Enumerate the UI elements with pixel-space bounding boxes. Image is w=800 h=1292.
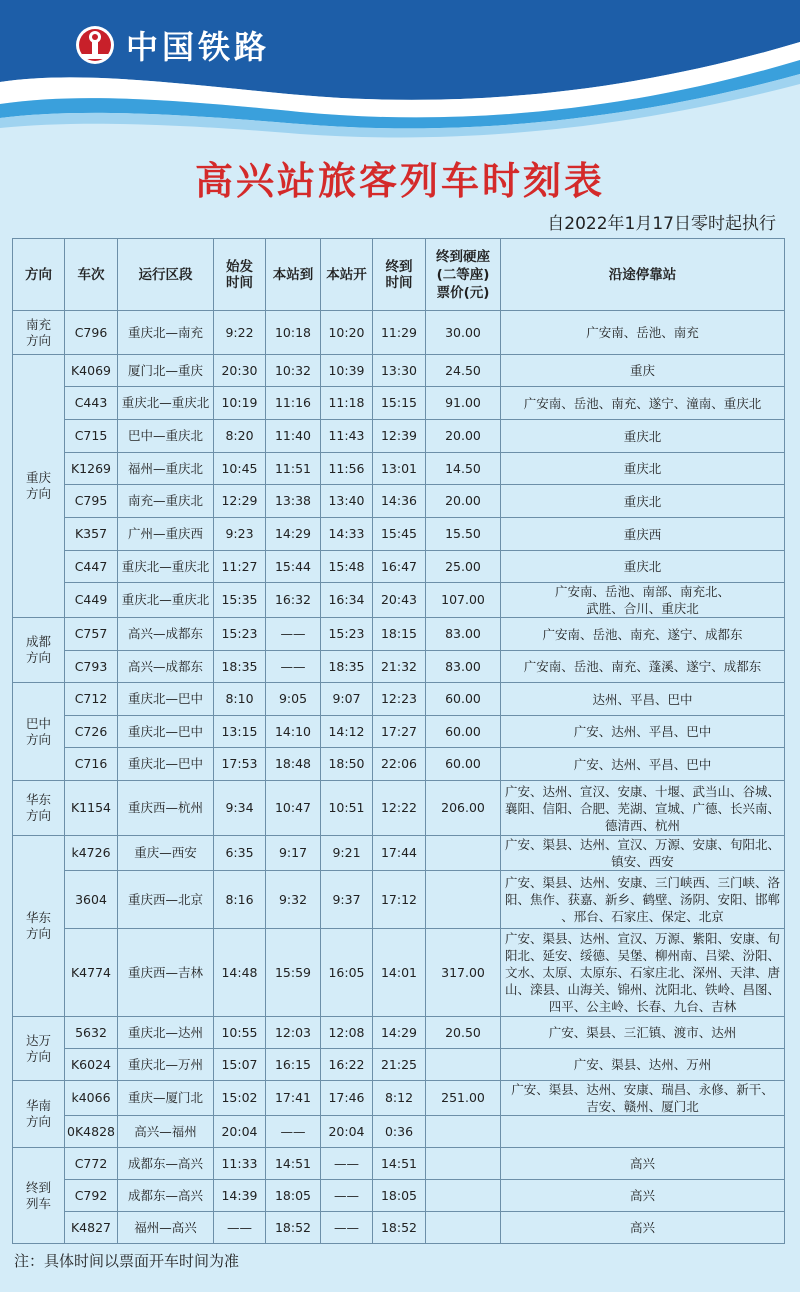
run-section-cell: 高兴—福州 xyxy=(118,1116,214,1148)
depart-time-cell: 10:51 xyxy=(321,781,373,836)
depart-time-cell: 11:18 xyxy=(321,387,373,420)
col-origin-depart: 始发 时间 xyxy=(214,239,266,311)
arrive-time-cell: 15:59 xyxy=(266,929,321,1017)
origin-depart-time-cell: 15:02 xyxy=(214,1081,266,1116)
arrive-time-cell: 15:44 xyxy=(266,551,321,583)
depart-time-cell: 10:39 xyxy=(321,355,373,387)
arrive-time-cell: 11:16 xyxy=(266,387,321,420)
col-final-arrive: 终到 时间 xyxy=(373,239,426,311)
stops-cell: 重庆北 xyxy=(501,551,785,583)
table-row xyxy=(13,1049,785,1081)
run-section-cell: 福州—重庆北 xyxy=(118,453,214,485)
table-row xyxy=(13,683,785,716)
stops-cell: 广安南、岳池、南充 xyxy=(501,311,785,355)
table-row xyxy=(13,420,785,453)
origin-depart-time-cell: 8:20 xyxy=(214,420,266,453)
depart-time-cell: 11:43 xyxy=(321,420,373,453)
col-stops: 沿途停靠站 xyxy=(501,239,785,311)
run-section-cell: 重庆—厦门北 xyxy=(118,1081,214,1116)
table-row xyxy=(13,871,785,929)
final-arrive-time-cell: 12:23 xyxy=(373,683,426,716)
fare-cell xyxy=(426,1180,501,1212)
origin-depart-time-cell: 9:34 xyxy=(214,781,266,836)
stops-cell: 高兴 xyxy=(501,1148,785,1180)
fare-cell: 24.50 xyxy=(426,355,501,387)
origin-depart-time-cell: 10:45 xyxy=(214,453,266,485)
run-section-cell: 重庆北—重庆北 xyxy=(118,583,214,618)
fare-cell: 30.00 xyxy=(426,311,501,355)
train-number-cell: K4827 xyxy=(65,1212,118,1244)
depart-time-cell: 20:04 xyxy=(321,1116,373,1148)
origin-depart-time-cell: 11:27 xyxy=(214,551,266,583)
table-row xyxy=(13,311,785,355)
direction-cell: 终到 列车 xyxy=(13,1148,65,1244)
stops-cell: 重庆 xyxy=(501,355,785,387)
col-section: 运行区段 xyxy=(118,239,214,311)
final-arrive-time-cell: 22:06 xyxy=(373,748,426,781)
run-section-cell: 重庆西—吉林 xyxy=(118,929,214,1017)
train-number-cell: C443 xyxy=(65,387,118,420)
arrive-time-cell: 9:05 xyxy=(266,683,321,716)
train-number-cell: k4726 xyxy=(65,836,118,871)
run-section-cell: 重庆北—重庆北 xyxy=(118,551,214,583)
train-number-cell: C772 xyxy=(65,1148,118,1180)
stops-cell: 广安、达州、平昌、巴中 xyxy=(501,748,785,781)
depart-time-cell: 16:22 xyxy=(321,1049,373,1081)
final-arrive-time-cell: 13:30 xyxy=(373,355,426,387)
final-arrive-time-cell: 8:12 xyxy=(373,1081,426,1116)
train-number-cell: K1154 xyxy=(65,781,118,836)
stops-cell: 重庆北 xyxy=(501,453,785,485)
train-number-cell: C716 xyxy=(65,748,118,781)
table-row xyxy=(13,485,785,518)
table-row xyxy=(13,929,785,1017)
table-row xyxy=(13,618,785,651)
train-number-cell: C715 xyxy=(65,420,118,453)
fare-cell xyxy=(426,1116,501,1148)
table-row xyxy=(13,836,785,871)
final-arrive-time-cell: 12:22 xyxy=(373,781,426,836)
run-section-cell: 厦门北—重庆 xyxy=(118,355,214,387)
fare-cell: 60.00 xyxy=(426,683,501,716)
stops-cell: 高兴 xyxy=(501,1180,785,1212)
direction-cell: 成都 方向 xyxy=(13,618,65,683)
arrive-time-cell: 14:29 xyxy=(266,518,321,551)
origin-depart-time-cell: 6:35 xyxy=(214,836,266,871)
direction-cell: 达万 方向 xyxy=(13,1017,65,1081)
table-row xyxy=(13,781,785,836)
origin-depart-time-cell: 15:23 xyxy=(214,618,266,651)
fare-cell: 20.00 xyxy=(426,420,501,453)
run-section-cell: 成都东—高兴 xyxy=(118,1148,214,1180)
arrive-time-cell: 10:18 xyxy=(266,311,321,355)
origin-depart-time-cell: 20:30 xyxy=(214,355,266,387)
fare-cell: 15.50 xyxy=(426,518,501,551)
train-number-cell: C795 xyxy=(65,485,118,518)
train-number-cell: C447 xyxy=(65,551,118,583)
fare-cell: 20.50 xyxy=(426,1017,501,1049)
railway-emblem-icon xyxy=(74,24,116,66)
run-section-cell: 重庆北—万州 xyxy=(118,1049,214,1081)
origin-depart-time-cell: —— xyxy=(214,1212,266,1244)
table-header-row xyxy=(13,239,785,311)
final-arrive-time-cell: 11:29 xyxy=(373,311,426,355)
china-railway-logo xyxy=(74,22,270,68)
arrive-time-cell: 9:32 xyxy=(266,871,321,929)
table-row xyxy=(13,453,785,485)
stops-cell: 重庆西 xyxy=(501,518,785,551)
train-number-cell: C796 xyxy=(65,311,118,355)
depart-time-cell: 9:07 xyxy=(321,683,373,716)
final-arrive-time-cell: 18:15 xyxy=(373,618,426,651)
train-number-cell: C757 xyxy=(65,618,118,651)
fare-cell: 206.00 xyxy=(426,781,501,836)
run-section-cell: 高兴—成都东 xyxy=(118,651,214,683)
stops-cell: 广安南、岳池、南部、南充北、 武胜、合川、重庆北 xyxy=(501,583,785,618)
run-section-cell: 重庆北—南充 xyxy=(118,311,214,355)
fare-cell: 25.00 xyxy=(426,551,501,583)
arrive-time-cell: 11:40 xyxy=(266,420,321,453)
stops-cell: 达州、平昌、巴中 xyxy=(501,683,785,716)
col-fare: 终到硬座 (二等座) 票价(元) xyxy=(426,239,501,311)
final-arrive-time-cell: 20:43 xyxy=(373,583,426,618)
run-section-cell: 重庆北—巴中 xyxy=(118,683,214,716)
fare-cell: 107.00 xyxy=(426,583,501,618)
train-number-cell: k4066 xyxy=(65,1081,118,1116)
final-arrive-time-cell: 14:36 xyxy=(373,485,426,518)
run-section-cell: 重庆—西安 xyxy=(118,836,214,871)
origin-depart-time-cell: 12:29 xyxy=(214,485,266,518)
depart-time-cell: 9:37 xyxy=(321,871,373,929)
depart-time-cell: 18:50 xyxy=(321,748,373,781)
train-number-cell: C449 xyxy=(65,583,118,618)
origin-depart-time-cell: 14:39 xyxy=(214,1180,266,1212)
arrive-time-cell: 13:38 xyxy=(266,485,321,518)
final-arrive-time-cell: 16:47 xyxy=(373,551,426,583)
train-number-cell: K6024 xyxy=(65,1049,118,1081)
arrive-time-cell: 10:47 xyxy=(266,781,321,836)
table-row xyxy=(13,1212,785,1244)
arrive-time-cell: 10:32 xyxy=(266,355,321,387)
final-arrive-time-cell: 0:36 xyxy=(373,1116,426,1148)
table-row xyxy=(13,387,785,420)
direction-cell: 华东 方向 xyxy=(13,781,65,836)
table-row xyxy=(13,551,785,583)
origin-depart-time-cell: 9:23 xyxy=(214,518,266,551)
final-arrive-time-cell: 13:01 xyxy=(373,453,426,485)
stops-cell: 广安南、岳池、南充、遂宁、成都东 xyxy=(501,618,785,651)
fare-cell xyxy=(426,836,501,871)
col-train: 车次 xyxy=(65,239,118,311)
arrive-time-cell: 18:48 xyxy=(266,748,321,781)
final-arrive-time-cell: 14:01 xyxy=(373,929,426,1017)
col-direction: 方向 xyxy=(13,239,65,311)
origin-depart-time-cell: 20:04 xyxy=(214,1116,266,1148)
arrive-time-cell: 14:10 xyxy=(266,716,321,748)
brand-name: 中国铁路 xyxy=(126,28,271,66)
final-arrive-time-cell: 15:45 xyxy=(373,518,426,551)
stops-cell: 广安、渠县、达州、万州 xyxy=(501,1049,785,1081)
train-number-cell: C712 xyxy=(65,683,118,716)
depart-time-cell: 17:46 xyxy=(321,1081,373,1116)
origin-depart-time-cell: 15:07 xyxy=(214,1049,266,1081)
run-section-cell: 南充—重庆北 xyxy=(118,485,214,518)
depart-time-cell: 16:34 xyxy=(321,583,373,618)
final-arrive-time-cell: 17:44 xyxy=(373,836,426,871)
col-depart-here: 本站开 xyxy=(321,239,373,311)
final-arrive-time-cell: 18:52 xyxy=(373,1212,426,1244)
final-arrive-time-cell: 15:15 xyxy=(373,387,426,420)
stops-cell: 广安、渠县、达州、宣汉、万源、安康、旬阳北、 镇安、西安 xyxy=(501,836,785,871)
direction-cell: 巴中 方向 xyxy=(13,683,65,781)
fare-cell: 60.00 xyxy=(426,748,501,781)
depart-time-cell: 13:40 xyxy=(321,485,373,518)
fare-cell: 20.00 xyxy=(426,485,501,518)
final-arrive-time-cell: 14:51 xyxy=(373,1148,426,1180)
arrive-time-cell: 18:05 xyxy=(266,1180,321,1212)
fare-cell: 83.00 xyxy=(426,618,501,651)
page-title: 高兴站旅客列车时刻表 xyxy=(194,158,605,203)
train-number-cell: K4774 xyxy=(65,929,118,1017)
table-row xyxy=(13,1081,785,1116)
fare-cell xyxy=(426,1049,501,1081)
depart-time-cell: —— xyxy=(321,1180,373,1212)
train-number-cell: 0K4828 xyxy=(65,1116,118,1148)
run-section-cell: 重庆西—杭州 xyxy=(118,781,214,836)
fare-cell xyxy=(426,1148,501,1180)
depart-time-cell: 14:12 xyxy=(321,716,373,748)
table-row xyxy=(13,1180,785,1212)
depart-time-cell: —— xyxy=(321,1212,373,1244)
table-row xyxy=(13,518,785,551)
fare-cell: 91.00 xyxy=(426,387,501,420)
origin-depart-time-cell: 15:35 xyxy=(214,583,266,618)
depart-time-cell: 9:21 xyxy=(321,836,373,871)
run-section-cell: 重庆北—达州 xyxy=(118,1017,214,1049)
final-arrive-time-cell: 17:27 xyxy=(373,716,426,748)
final-arrive-time-cell: 14:29 xyxy=(373,1017,426,1049)
stops-cell xyxy=(501,1116,785,1148)
run-section-cell: 成都东—高兴 xyxy=(118,1180,214,1212)
origin-depart-time-cell: 17:53 xyxy=(214,748,266,781)
arrive-time-cell: —— xyxy=(266,1116,321,1148)
run-section-cell: 重庆北—重庆北 xyxy=(118,387,214,420)
run-section-cell: 福州—高兴 xyxy=(118,1212,214,1244)
origin-depart-time-cell: 18:35 xyxy=(214,651,266,683)
fare-cell: 14.50 xyxy=(426,453,501,485)
origin-depart-time-cell: 8:16 xyxy=(214,871,266,929)
fare-cell: 60.00 xyxy=(426,716,501,748)
origin-depart-time-cell: 10:19 xyxy=(214,387,266,420)
stops-cell: 广安、达州、宣汉、安康、十堰、武当山、谷城、 襄阳、信阳、合肥、芜湖、宣城、广德、长兴南、 德清西、杭州 xyxy=(501,781,785,836)
depart-time-cell: 10:20 xyxy=(321,311,373,355)
stops-cell: 广安南、岳池、南充、遂宁、潼南、重庆北 xyxy=(501,387,785,420)
final-arrive-time-cell: 18:05 xyxy=(373,1180,426,1212)
table-row xyxy=(13,1148,785,1180)
origin-depart-time-cell: 10:55 xyxy=(214,1017,266,1049)
arrive-time-cell: —— xyxy=(266,618,321,651)
depart-time-cell: —— xyxy=(321,1148,373,1180)
direction-cell: 重庆 方向 xyxy=(13,355,65,618)
table-row xyxy=(13,651,785,683)
origin-depart-time-cell: 13:15 xyxy=(214,716,266,748)
col-arrive-here: 本站到 xyxy=(266,239,321,311)
train-number-cell: C726 xyxy=(65,716,118,748)
train-number-cell: C793 xyxy=(65,651,118,683)
table-row xyxy=(13,1017,785,1049)
origin-depart-time-cell: 11:33 xyxy=(214,1148,266,1180)
run-section-cell: 重庆北—巴中 xyxy=(118,716,214,748)
final-arrive-time-cell: 12:39 xyxy=(373,420,426,453)
table-row xyxy=(13,748,785,781)
arrive-time-cell: 12:03 xyxy=(266,1017,321,1049)
train-number-cell: K4069 xyxy=(65,355,118,387)
depart-time-cell: 11:56 xyxy=(321,453,373,485)
direction-cell: 华南 方向 xyxy=(13,1081,65,1148)
timetable xyxy=(12,238,785,1244)
train-number-cell: C792 xyxy=(65,1180,118,1212)
stops-cell: 广安南、岳池、南充、蓬溪、遂宁、成都东 xyxy=(501,651,785,683)
arrive-time-cell: 16:32 xyxy=(266,583,321,618)
run-section-cell: 高兴—成都东 xyxy=(118,618,214,651)
final-arrive-time-cell: 17:12 xyxy=(373,871,426,929)
fare-cell: 317.00 xyxy=(426,929,501,1017)
table-row xyxy=(13,583,785,618)
origin-depart-time-cell: 9:22 xyxy=(214,311,266,355)
stops-cell: 重庆北 xyxy=(501,420,785,453)
arrive-time-cell: 14:51 xyxy=(266,1148,321,1180)
stops-cell: 重庆北 xyxy=(501,485,785,518)
depart-time-cell: 12:08 xyxy=(321,1017,373,1049)
table-row xyxy=(13,1116,785,1148)
run-section-cell: 重庆西—北京 xyxy=(118,871,214,929)
train-number-cell: K1269 xyxy=(65,453,118,485)
stops-cell: 高兴 xyxy=(501,1212,785,1244)
origin-depart-time-cell: 14:48 xyxy=(214,929,266,1017)
fare-cell xyxy=(426,1212,501,1244)
stops-cell: 广安、达州、平昌、巴中 xyxy=(501,716,785,748)
arrive-time-cell: 17:41 xyxy=(266,1081,321,1116)
origin-depart-time-cell: 8:10 xyxy=(214,683,266,716)
depart-time-cell: 18:35 xyxy=(321,651,373,683)
direction-cell: 南充 方向 xyxy=(13,311,65,355)
arrive-time-cell: 18:52 xyxy=(266,1212,321,1244)
table-row xyxy=(13,355,785,387)
final-arrive-time-cell: 21:32 xyxy=(373,651,426,683)
stops-cell: 广安、渠县、达州、宣汉、万源、紫阳、安康、旬 阳北、延安、绥德、吴堡、柳州南、吕梁、汾阳、 文水、太原、太原东、石家庄北、深州、天津、唐 山、滦县、山海关、锦州、沈阳北、铁岭、昌图、 四平、公主岭、长春、九台、吉林 xyxy=(501,929,785,1017)
run-section-cell: 巴中—重庆北 xyxy=(118,420,214,453)
depart-time-cell: 15:23 xyxy=(321,618,373,651)
arrive-time-cell: 9:17 xyxy=(266,836,321,871)
arrive-time-cell: 16:15 xyxy=(266,1049,321,1081)
run-section-cell: 广州—重庆西 xyxy=(118,518,214,551)
stops-cell: 广安、渠县、达州、安康、三门峡西、三门峡、洛 阳、焦作、获嘉、新乡、鹤壁、汤阴、安阳、邯郸 、邢台、石家庄、保定、北京 xyxy=(501,871,785,929)
train-number-cell: K357 xyxy=(65,518,118,551)
depart-time-cell: 15:48 xyxy=(321,551,373,583)
table-row xyxy=(13,716,785,748)
final-arrive-time-cell: 21:25 xyxy=(373,1049,426,1081)
stops-cell: 广安、渠县、达州、安康、瑞昌、永修、新干、 吉安、赣州、厦门北 xyxy=(501,1081,785,1116)
train-number-cell: 5632 xyxy=(65,1017,118,1049)
timetable-body xyxy=(13,311,785,1244)
stops-cell: 广安、渠县、三汇镇、渡市、达州 xyxy=(501,1017,785,1049)
arrive-time-cell: 11:51 xyxy=(266,453,321,485)
fare-cell: 251.00 xyxy=(426,1081,501,1116)
depart-time-cell: 14:33 xyxy=(321,518,373,551)
arrive-time-cell: —— xyxy=(266,651,321,683)
effective-date: 自2022年1月17日零时起执行 xyxy=(547,214,776,234)
footnote: 注：具体时间以票面开车时间为准 xyxy=(14,1252,240,1270)
page-header xyxy=(0,0,800,150)
run-section-cell: 重庆北—巴中 xyxy=(118,748,214,781)
depart-time-cell: 16:05 xyxy=(321,929,373,1017)
fare-cell: 83.00 xyxy=(426,651,501,683)
direction-cell: 华东 方向 xyxy=(13,836,65,1017)
fare-cell xyxy=(426,871,501,929)
train-number-cell: 3604 xyxy=(65,871,118,929)
